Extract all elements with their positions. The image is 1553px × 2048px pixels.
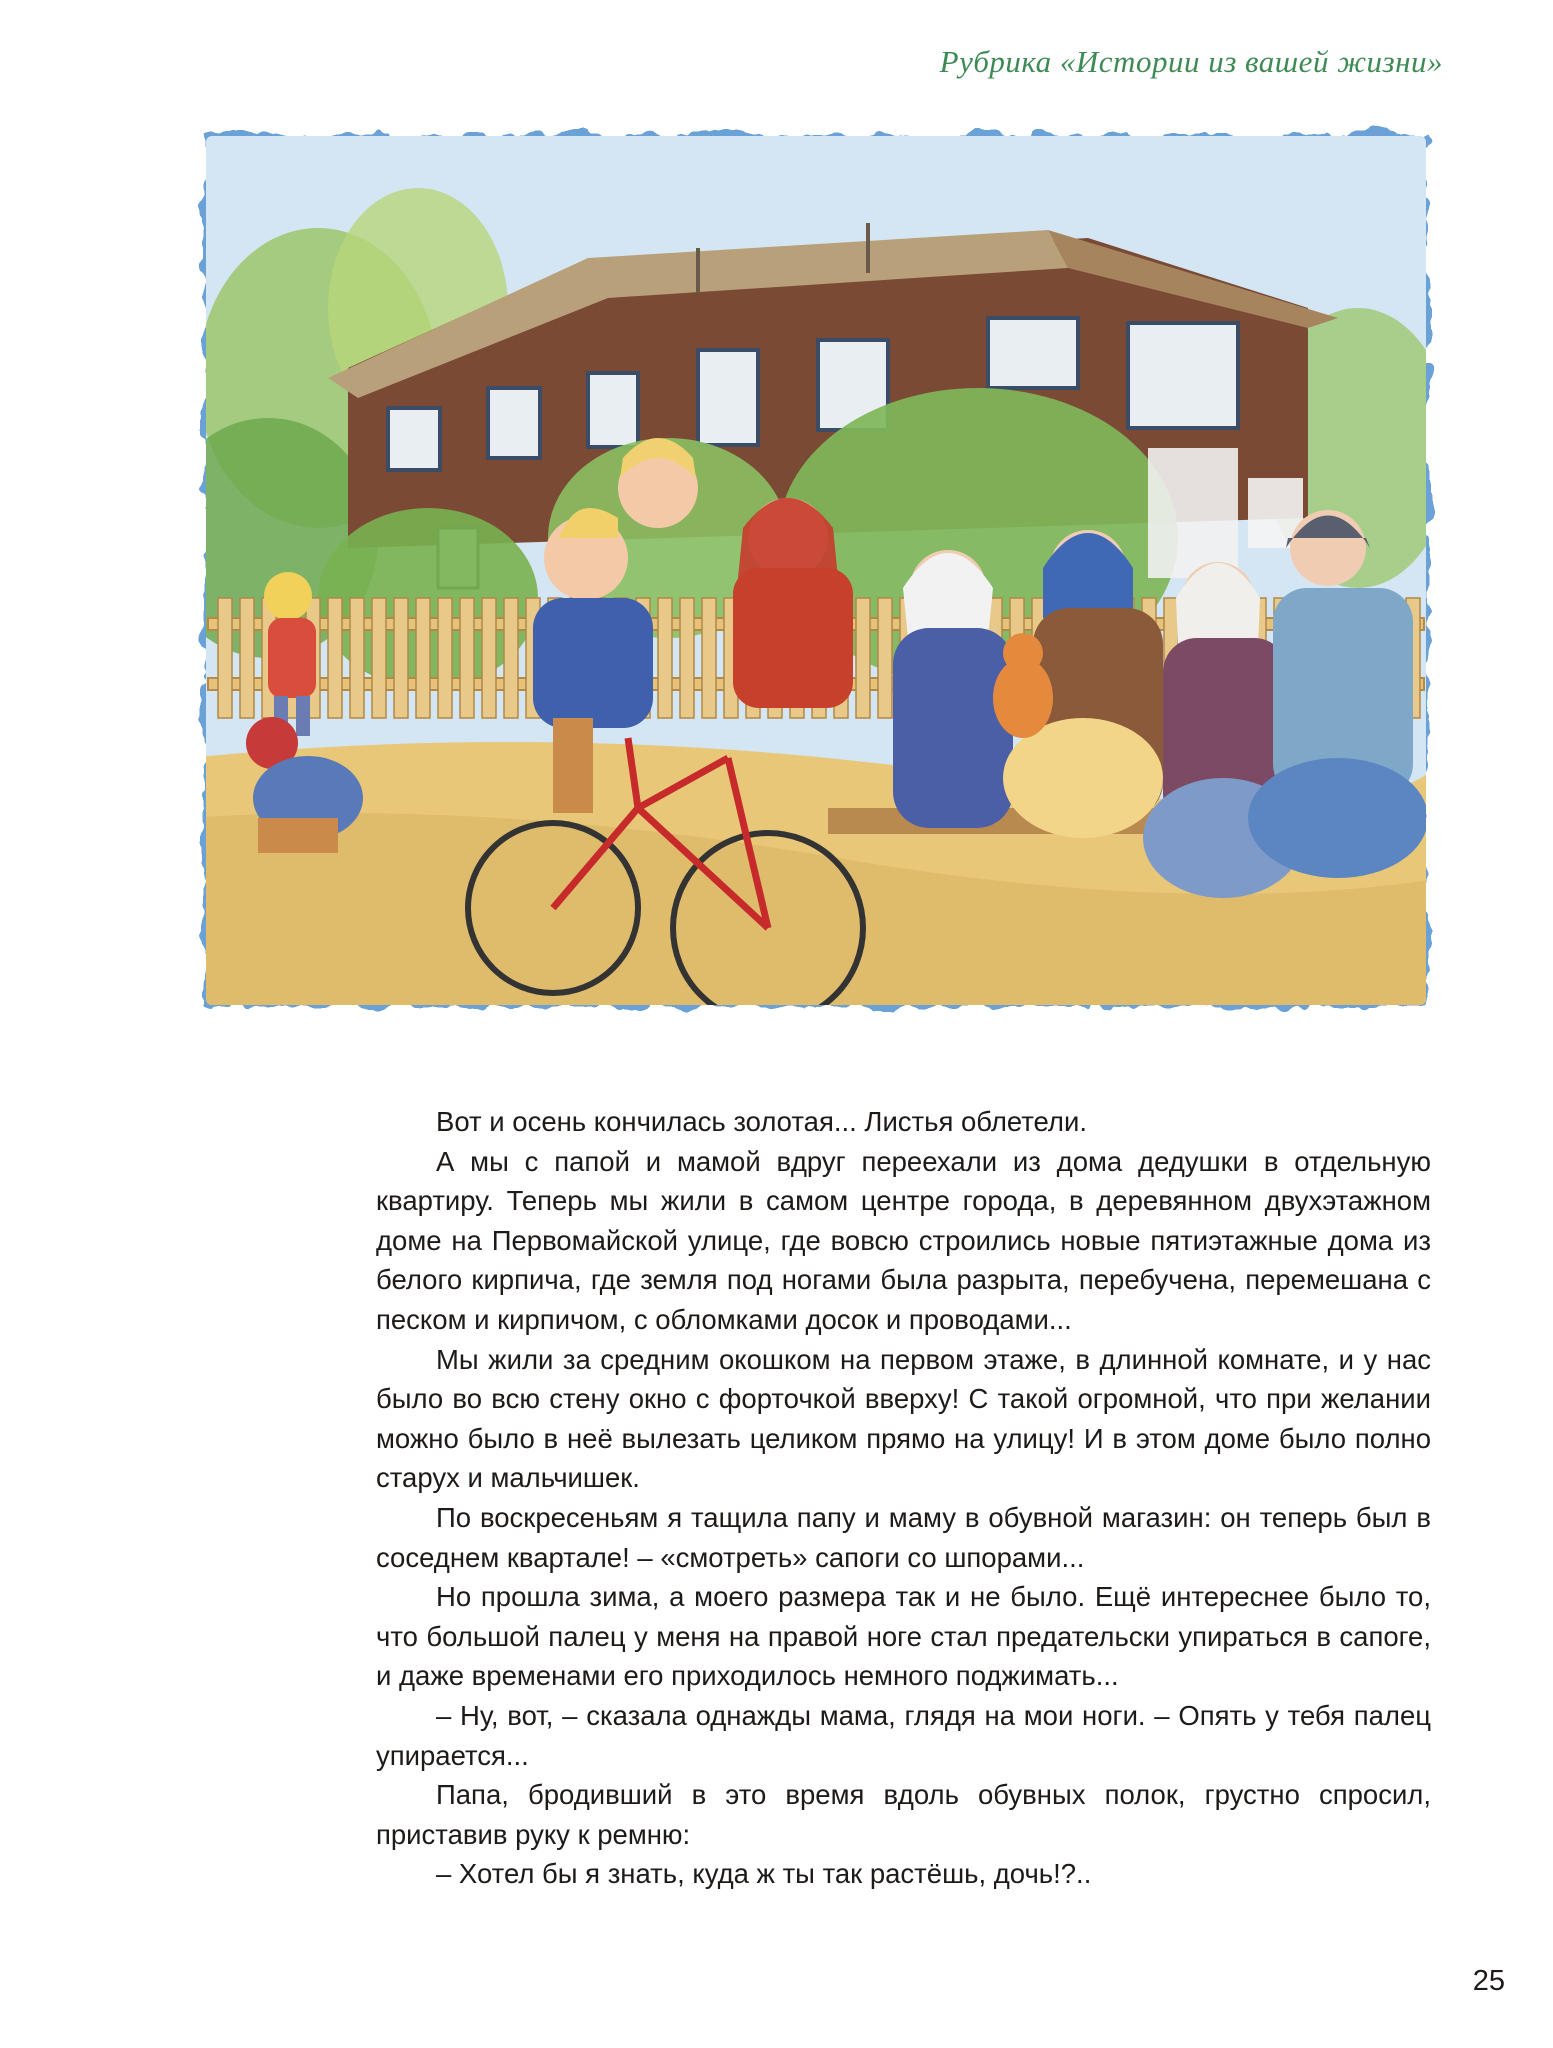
fence-picket <box>394 598 408 718</box>
fence-picket <box>372 598 386 718</box>
fence-picket <box>702 598 716 718</box>
fence-picket <box>856 598 870 718</box>
fence-picket <box>240 598 254 718</box>
fence-picket <box>878 598 892 718</box>
fence-picket <box>416 598 430 718</box>
paragraph: А мы с папой и мамой вдруг переехали из дома дедушки в отдельную квартиру. Теперь мы жили в самом центре города, в деревянном двухэтажном доме на Первомайской улице, где вовсю строились новые пятиэтажные дома из белого кирпича, где земля под ногами была разрыта, перебучена, перемешана с песком и кирпичом, с обломками досок и проводами... <box>376 1145 1431 1335</box>
fence-picket <box>482 598 496 718</box>
paragraph: Вот и осень кончилась золотая... Листья облетели. <box>436 1106 1087 1137</box>
watercolor-illustration <box>188 118 1444 1023</box>
story-text <box>376 1102 1431 1894</box>
fence-picket <box>438 598 452 718</box>
paragraph: Но прошла зима, а моего размера так и не было. Ещё интереснее было то, что большой палец у меня на правой ноге стал предательски упираться в сапоге, и даже временами его приходилось немного поджимать... <box>376 1581 1431 1692</box>
fence-picket <box>504 598 518 718</box>
fence-picket <box>460 598 474 718</box>
fence-picket <box>218 598 232 718</box>
paragraph: – Хотел бы я знать, куда ж ты так растёшь, дочь!?.. <box>436 1858 1092 1890</box>
fence-picket <box>680 598 694 718</box>
fence-picket <box>658 598 672 718</box>
paragraph: По воскресеньям я тащила папу и маму в обувной магазин: он теперь был в соседнем квартале! – «смотреть» сапоги со шпорами... <box>376 1501 1431 1573</box>
paragraph: – Ну, вот, – сказала однажды мама, глядя на мои ноги. – Опять у тебя палец упирается... <box>376 1699 1431 1771</box>
paragraph: Мы жили за средним окошком на первом этаже, в длинной комнате, и у нас было во всю стену окно с форточкой вверху! С такой огромной, что при желании можно было в неё вылезать целиком прямо на улицу! И в этом доме было полно старух и мальчишек. <box>376 1343 1431 1494</box>
rubric-header: Рубрика «Истории из вашей жизни» <box>939 44 1443 79</box>
page-number: 25 <box>1472 1965 1505 1997</box>
boy-blond <box>618 438 698 528</box>
fence-picket <box>350 598 364 718</box>
fence-picket <box>328 598 342 718</box>
paragraph: Папа, бродивший в это время вдоль обувных полок, грустно спросил, приставив руку к ремню: <box>376 1779 1431 1850</box>
